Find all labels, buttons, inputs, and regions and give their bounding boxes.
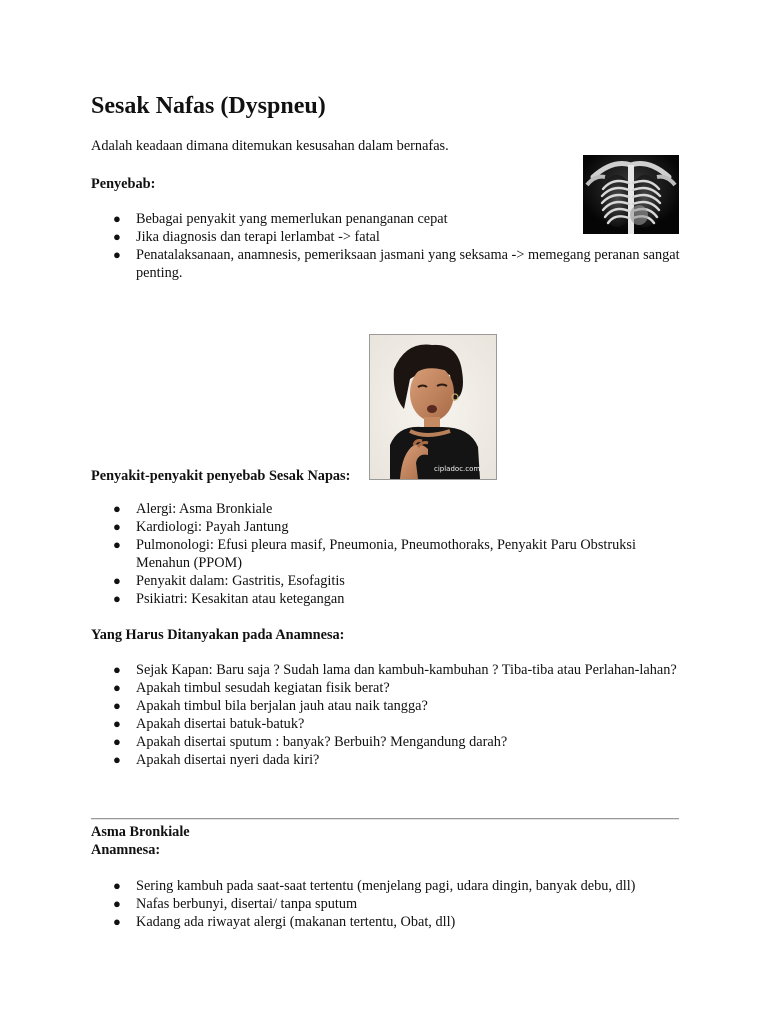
anamnesa-list — [91, 661, 691, 769]
penyebab-list — [91, 210, 691, 282]
list-item: ● Apakah timbul bila berjalan jauh atau naik tangga? — [113, 698, 428, 714]
list-item: ● Nafas berbunyi, disertai/ tanpa sputum — [113, 896, 358, 912]
person-photo — [369, 334, 497, 480]
list-item: ● Penyakit dalam: Gastritis, Esofagitis — [113, 573, 345, 589]
page-title: Sesak Nafas (Dyspneu) — [91, 93, 326, 119]
list-item: ● Sejak Kapan: Baru saja ? Sudah lama dan kambuh-kambuhan ? Tiba-tiba atau Perlahan-lahan? — [113, 662, 677, 678]
penyakit-heading: Penyakit-penyakit penyebab Sesak Napas: — [91, 468, 351, 484]
list-item: ● Apakah disertai sputum : banyak? Berbuih? Mengandung darah? — [113, 734, 508, 750]
penyebab-heading: Penyebab: — [91, 176, 156, 192]
anamnesa-heading: Yang Harus Ditanyakan pada Anamnesa: — [91, 627, 345, 643]
list-item: ● Kadang ada riwayat alergi (makanan tertentu, Obat, dll) — [113, 914, 456, 930]
intro-paragraph: Adalah keadaan dimana ditemukan kesusahan dalam bernafas. — [91, 138, 449, 154]
list-item: ● Apakah timbul sesudah kegiatan fisik berat? — [113, 680, 390, 696]
horizontal-rule — [91, 818, 679, 820]
list-item: ● Alergi: Asma Bronkiale — [113, 501, 273, 517]
photo-watermark: cipladoc.com — [434, 465, 481, 473]
asma-heading: Asma Bronkiale — [91, 824, 190, 840]
list-item: ● Sering kambuh pada saat-saat tertentu (menjelang pagi, udara dingin, banyak debu, dll) — [113, 878, 636, 894]
list-item: ● Bebagai penyakit yang memerlukan penanganan cepat — [113, 211, 448, 227]
list-item: ● Kardiologi: Payah Jantung — [113, 519, 289, 535]
list-item: ● Penatalaksanaan, anamnesis, pemeriksaan jasmani yang seksama -> memegang peranan sangat penting. — [113, 247, 680, 281]
asma-subheading: Anamnesa: — [91, 842, 161, 858]
penyakit-list — [91, 500, 691, 608]
asma-list — [91, 877, 691, 931]
list-item: ● Apakah disertai nyeri dada kiri? — [113, 752, 320, 768]
list-item: ● Psikiatri: Kesakitan atau ketegangan — [113, 591, 345, 607]
list-item: ● Pulmonologi: Efusi pleura masif, Pneumonia, Pneumothoraks, Penyakit Paru Obstruksi Menahun (PPOM) — [113, 537, 636, 571]
list-item: ● Jika diagnosis dan terapi lerlambat -> fatal — [113, 229, 380, 245]
list-item: ● Apakah disertai batuk-batuk? — [113, 716, 305, 732]
